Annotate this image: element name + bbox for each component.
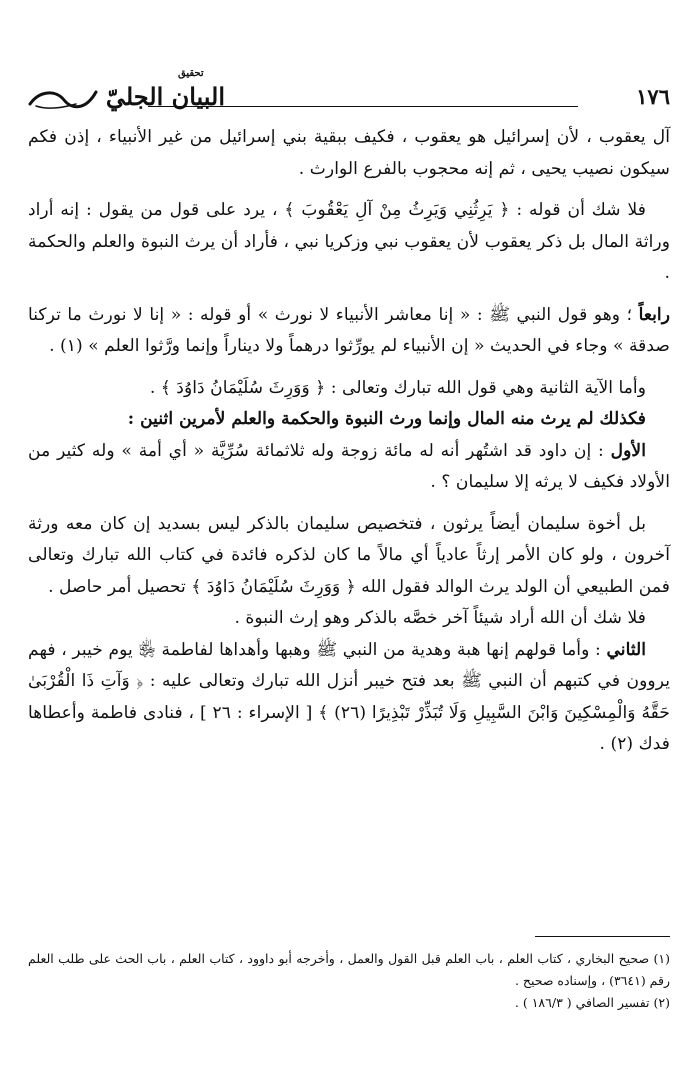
paragraph-8: فلا شك أن الله أراد شيئاً آخر خصَّه بالذكر وهو إرث النبوة . <box>234 608 646 628</box>
book-subtitle: تحقيق <box>178 68 204 79</box>
book-title: البيان الجليّ <box>105 82 225 111</box>
paragraph-9 <box>28 635 670 761</box>
paragraph-9-text: : وأما قولهم إنها هبة وهدية من النبي ﷺ وهبها وأهداها لفاطمة ﵂ يوم خيبر ، فهم يروون في كتبهم أن النبي ﷺ بعد فتح خيبر أنزل الله تبارك وتعالى عليه : ﴿ وَآتِ ذَا الْقُرْبَىٰ حَقَّهُ وَالْمِسْكِينَ وَابْنَ السَّبِيلِ وَلَا تُبَذِّرْ تَبْذِيرًا (٢٦) ﴾ [ الإسراء : ٢٦ ] ، فنادى فاطمة وأعطاها فدك (٢) . <box>28 639 670 754</box>
paragraph-7: بل أخوة سليمان أيضاً يرثون ، فتخصيص سليمان بالذكر ليس بسديد إن كان معه ورثة آخرون ، ولو كان الأمر إرثاً عادياً أي مالاً ما كان لذكره فائدة في كتاب الله تبارك وتعالى فمن الطبيعي أن الولد يرث الوالد فقول الله ﴿ وَوَرِثَ سُلَيْمَانُ دَاوُدَ ﴾ تحصيل أمر حاصل . <box>28 513 670 597</box>
paragraph-3-text: ؛ وهو قول النبي ﷺ : « إنا معاشر الأنبياء لا نورث » أو قوله : « إنا لا نورث ما تركنا صدقة » وجاء في الحديث « إن الأنبياء لم يورِّثوا درهماً ولا ديناراً وإنما ورَّثوا العلم » (١) . <box>28 304 670 356</box>
paragraph-1: آل يعقوب ، لأن إسرائيل هو يعقوب ، فكيف ببقية بني إسرائيل من غير الأنبياء ، إذن فكم سيكون نصيب يحيى ، ثم إنه محجوب بالفرع الوارث . <box>28 127 670 179</box>
paragraph-3 <box>28 300 670 363</box>
page-number: ١٧٦ <box>636 84 670 109</box>
paragraph-6 <box>28 436 670 499</box>
page-header <box>28 66 670 118</box>
book-title-block <box>28 68 233 116</box>
paragraph-9-lead: الثاني <box>606 639 647 660</box>
paragraph-6-text: : إن داود قد اشتُهر أنه له مائة زوجة وله ثلاثمائة سُرِّيَّة « أي أمة » وله كثير من الأولاد فكيف لا يرثه إلا سليمان ؟ . <box>28 440 670 492</box>
paragraph-5: فكذلك لم يرث منه المال وإنما ورث النبوة والحكمة والعلم لأمرين اثنين : <box>127 409 646 429</box>
paragraph-4: وأما الآية الثانية وهي قول الله تبارك وتعالى : ﴿ وَوَرِثَ سُلَيْمَانُ دَاوُدَ ﴾ . <box>149 377 646 398</box>
footnote-rule <box>535 936 670 937</box>
paragraph-3-lead: رابعاً <box>638 304 670 325</box>
footnote-2: (٢) تفسير الصافي ( ١٨٦/٣ ) . <box>514 995 670 1010</box>
calligraphy-flourish-icon <box>28 82 98 112</box>
footnotes <box>28 948 670 1014</box>
footnote-1: (١) صحيح البخاري ، كتاب العلم ، باب العلم قبل القول والعمل ، وأخرجه أبو داوود ، كتاب العلم ، باب الحث على طلب العلم رقم (٣٦٤١) ، وإسناده صحيح . <box>28 951 670 988</box>
paragraph-2: فلا شك أن قوله : ﴿ يَرِثُنِي وَيَرِثُ مِنْ آلِ يَعْقُوبَ ﴾ ، يرد على قول من يقول : إنه أراد وراثة المال بل ذكر يعقوب لأن يعقوب نبي وزكريا نبي ، فأراد أن يرث النبوة والعلم والحكمة . <box>28 200 670 283</box>
paragraph-6-lead: الأول <box>610 440 646 461</box>
main-text <box>28 122 670 761</box>
